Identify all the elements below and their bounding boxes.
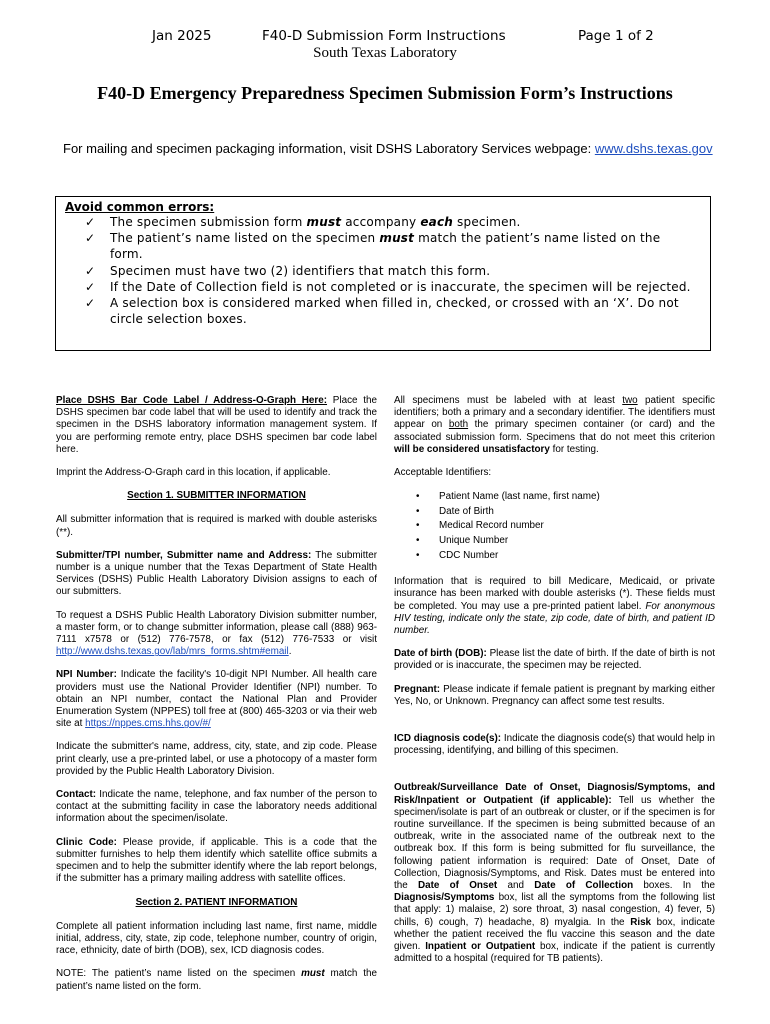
- intro-text: For mailing and specimen packaging information, visit DSHS Laboratory Services webpage:: [63, 141, 595, 156]
- npi-paragraph: NPI Number: Indicate the facility's 10-digit NPI Number. All health care providers must use the National Provider Identifier (NPI) number. To obtain an NPI number, contact the National Plan and Provider Enumeration System (NPPES) toll free at (800) 465-3203 or via their web site at https://nppes.cms.hhs.gov/#/: [56, 669, 377, 730]
- icd-paragraph: ICD diagnosis code(s): Indicate the diagnosis code(s) that would help in processing, identifying, and billing of this specimen.: [394, 733, 715, 757]
- checkmark-icon: ✓: [85, 215, 96, 229]
- list-item: • Unique Number: [394, 534, 715, 549]
- dob-paragraph: Date of birth (DOB): Please list the date of birth. If the date of birth is not provided or is inaccurate, the specimen may be rejected.: [394, 648, 715, 672]
- list-item: • Medical Record number: [394, 519, 715, 534]
- right-column: [394, 395, 715, 976]
- acceptable-identifiers-heading: Acceptable Identifiers:: [394, 467, 492, 479]
- list-item: • Date of Birth: [394, 505, 715, 520]
- error-item: ✓ If the Date of Collection field is not completed or is inaccurate, the specimen will be rejected.: [85, 279, 691, 294]
- identifiers-list: [394, 490, 715, 563]
- error-item: ✓ The patient’s name listed on the specimen must match the patient’s name listed on the form.: [85, 231, 661, 262]
- common-errors-box: [55, 196, 711, 351]
- error-item: ✓ The specimen submission form must accompany each specimen.: [85, 215, 521, 229]
- list-item: • CDC Number: [394, 549, 715, 564]
- list-item: • Patient Name (last name, first name): [394, 490, 715, 505]
- required-paragraph: All submitter information that is required is marked with double asterisks (**).: [56, 514, 377, 538]
- checkmark-icon: ✓: [85, 231, 96, 246]
- page-title: F40-D Emergency Preparedness Specimen Submission Form’s Instructions: [97, 83, 673, 103]
- intro-line: [63, 141, 713, 156]
- header-lab-name: South Texas Laboratory: [313, 45, 457, 61]
- error-item: ✓ Specimen must have two (2) identifiers that match this form.: [85, 263, 491, 278]
- outbreak-paragraph: Outbreak/Surveillance Date of Onset, Diagnosis/Symptoms, and Risk/Inpatient or Outpatient (if applicable): Tell us whether the specimen/isolate is part of an outbreak or cluster, or if the specimen is for routine surveillance. If the specimen is being submitted because of an outbreak, write in the associated name of the outbreak next to the outbreak box. If this form is being submitted for flu surveillance, the following patient information is required: Date of Onset, Date of Collection, Diagnosis/Symptoms, and Risk. Dates must be entered into the Date of Onset and Date of Collection boxes. In the Diagnosis/Symptoms box, list all the symptoms from the following list that apply: 1) malaise, 2) sore throat, 3) nasal congestion, 4) fever, 5) chills, 6) cough, 7) headache, 8) myalgia. In the Risk box, indicate whether the patient received the flu vaccine this season and the date given. Inpatient or Outpatient box, indicate if the patient is currently admitted to a hospital (required for TB patients).: [394, 782, 716, 965]
- left-column: [56, 395, 377, 1004]
- header-date: Jan 2025: [152, 28, 212, 44]
- header-page-number: Page 1 of 2: [578, 28, 654, 44]
- submitter-forms-link[interactable]: http://www.dshs.texas.gov/lab/mrs_forms.shtm#email: [56, 646, 289, 658]
- note-paragraph: NOTE: The patient’s name listed on the specimen must match the patient’s name listed on the form.: [56, 968, 377, 992]
- common-errors-list: [85, 214, 692, 327]
- common-errors-heading: Avoid common errors:: [65, 200, 215, 214]
- clinic-code-paragraph: Clinic Code: Please provide, if applicable. This is a code that the submitter furnishes to help them identify which satellite office submits a specimen and to help the submitter identify where the lab report belongs, if the submitter has a primary mailing address with satellite offices.: [56, 836, 377, 885]
- billing-paragraph: Information that is required to bill Medicare, Medicaid, or private insurance has been marked with double asterisks (*). These fields must be completed. You may use a pre-printed patient label. For anonymous HIV testing, indicate only the state, zip code, date of birth, and patient ID number.: [394, 576, 716, 636]
- labeling-paragraph: All specimens must be labeled with at least two patient specific identifiers; both a primary and a secondary identifier. The identifiers must appear on both the primary specimen container (or card) and the associated submission form. Specimens that do not meet this criterion will be considered unsatisfactory for testing.: [394, 395, 715, 455]
- dshs-website-link[interactable]: www.dshs.texas.gov: [594, 141, 713, 156]
- checkmark-icon: ✓: [85, 263, 96, 278]
- barcode-paragraph: Place DSHS Bar Code Label / Address-O-Graph Here: Place the DSHS specimen bar code label that will be used to identify and track the specimen in the DSHS laboratory information management system. If you are performing remote entry, place DSHS specimen bar code label here.: [56, 395, 377, 455]
- error-item: ✓ A selection box is considered marked when filled in, checked, or crossed with an ‘X’. Do not circle selection boxes.: [85, 296, 679, 327]
- section-1-heading: Section 1. SUBMITTER INFORMATION: [127, 490, 306, 502]
- submitter-paragraph: Submitter/TPI number, Submitter name and Address: The submitter number is a unique number that the Texas Department of State Health Services (DSHS) Public Health Laboratory Division assigns to each of our submitters.: [56, 549, 378, 598]
- pregnant-paragraph: Pregnant: Please indicate if female patient is pregnant by marking either Yes, No, or Unknown. Pregnancy can affect some test results.: [394, 683, 715, 707]
- imprint-paragraph: Imprint the Address-O-Graph card in this location, if applicable.: [56, 467, 331, 479]
- nppes-link[interactable]: https://nppes.cms.hhs.gov/#/: [85, 718, 211, 730]
- patient-paragraph: Complete all patient information including last name, first name, middle initial, address, city, state, zip code, telephone number, country of origin, race, ethnicity, date of birth (DOB), sex, ICD diagnosis codes.: [56, 920, 377, 957]
- checkmark-icon: ✓: [85, 279, 96, 294]
- checkmark-icon: ✓: [85, 296, 96, 311]
- request-paragraph: To request a DSHS Public Health Laboratory Division submitter number, a master form, or to change submitter information, please call (888) 963-7111 x7578 or (512) 776-7578, or fax (512) 776-7533 or visit http://www.dshs.texas.gov/lab/mrs_forms.shtm#email.: [56, 609, 377, 658]
- header-form-title: F40-D Submission Form Instructions: [262, 28, 506, 44]
- section-2-heading: Section 2. PATIENT INFORMATION: [135, 896, 298, 908]
- contact-paragraph: Contact: Indicate the name, telephone, and fax number of the person to contact at the submitting facility in case the laboratory needs additional information about the specimen/isolate.: [56, 789, 377, 825]
- address-paragraph: Indicate the submitter's name, address, city, state, and zip code. Please print clearly, use a pre-printed label, or use a photocopy of a master form provided by the Public Health Laboratory Division.: [56, 741, 377, 777]
